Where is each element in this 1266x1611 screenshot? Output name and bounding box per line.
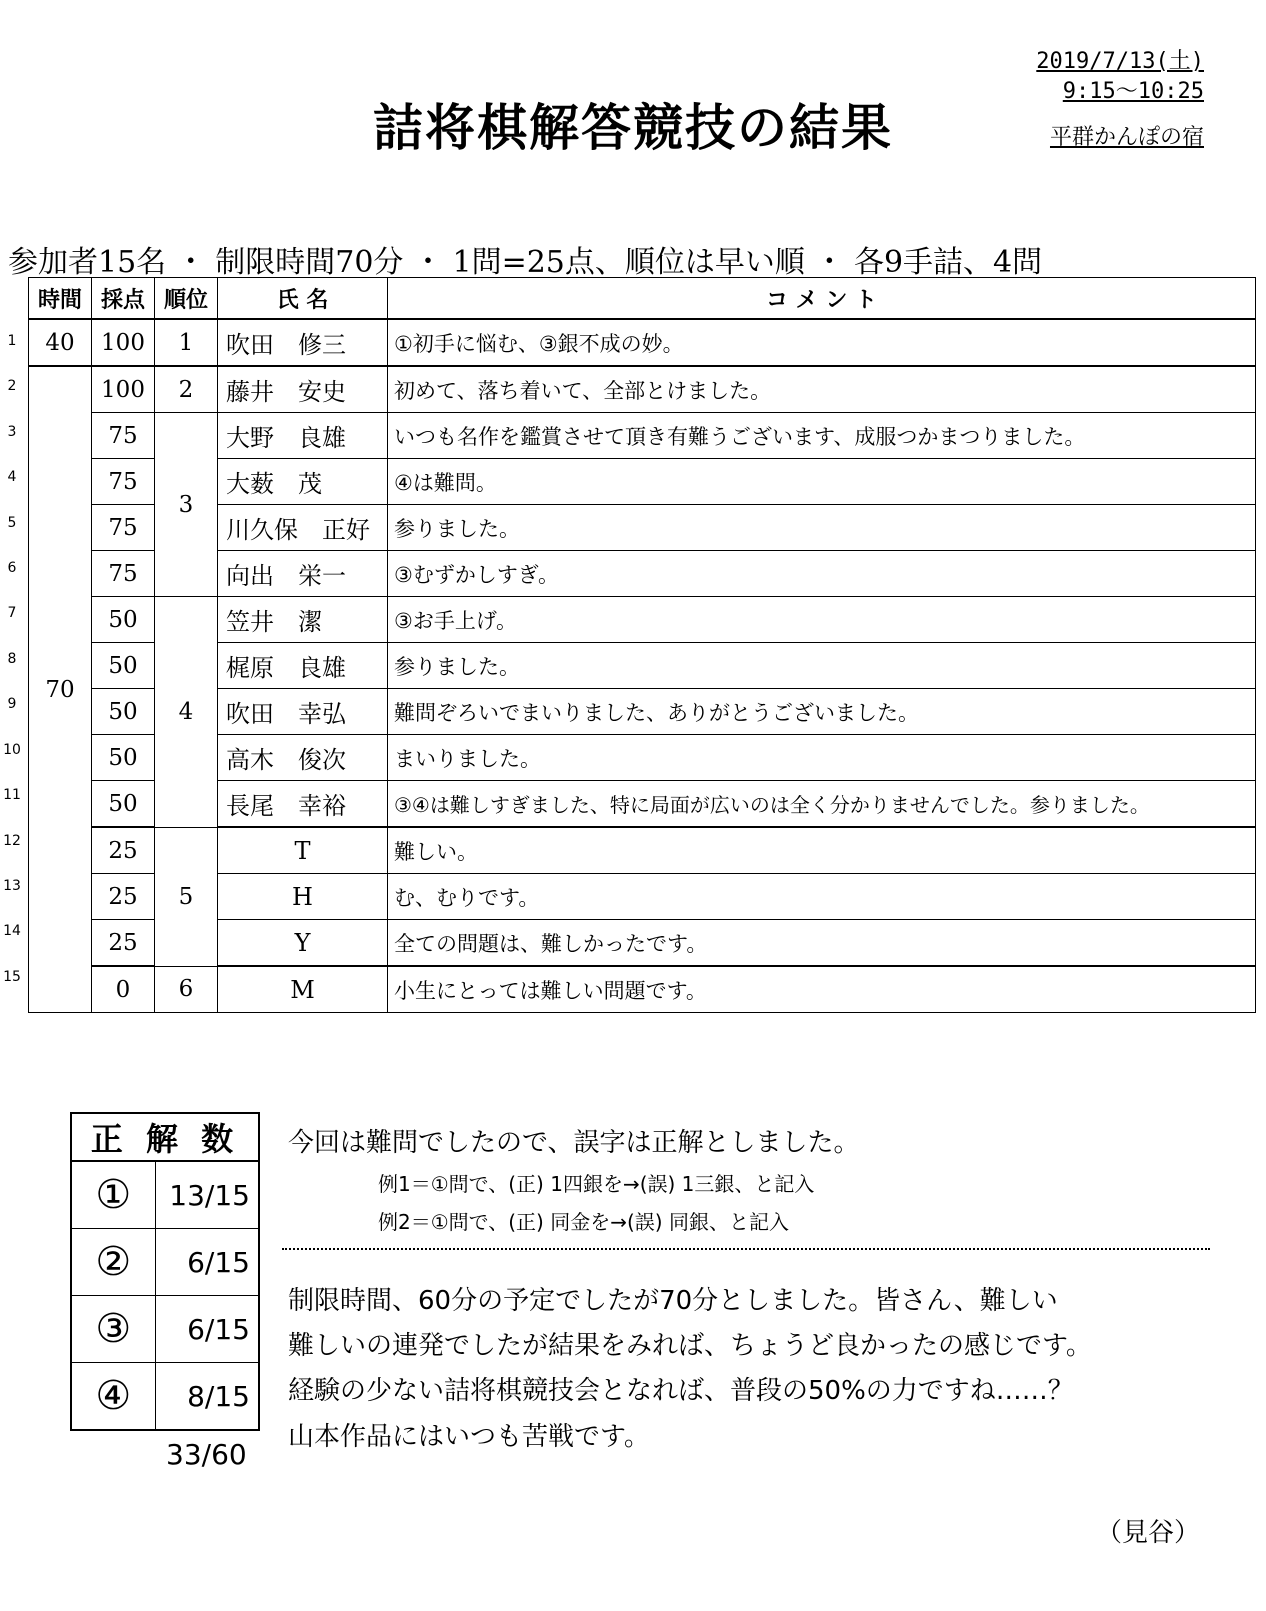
name-cell: 吹田 幸弘 [218, 689, 388, 735]
correct-count: 8/15 [155, 1363, 259, 1431]
results-table [28, 277, 1256, 1013]
comment-cell: ③むずかしすぎ。 [388, 551, 1256, 597]
note-example-1: 例1＝①問で、(正) 1四銀を→(誤) 1三銀、と記入 [378, 1172, 815, 1196]
header-comment: コ メ ン ト [388, 278, 1256, 320]
comment-cell: ④は難問。 [388, 459, 1256, 505]
score-cell: 50 [92, 781, 155, 828]
name-cell: 大薮 茂 [218, 459, 388, 505]
comment-cell: 難しい。 [388, 827, 1256, 874]
table-row [29, 366, 1256, 413]
rank-cell: 6 [155, 966, 218, 1013]
comment-cell: 小生にとっては難しい問題です。 [388, 966, 1256, 1013]
comment-cell: 初めて、落ち着いて、全部とけました。 [388, 366, 1256, 413]
row-number: 4 [7, 469, 17, 485]
header-name: 氏 名 [218, 278, 388, 320]
note-example-2: 例2＝①問で、(正) 同金を→(誤) 同銀、と記入 [378, 1210, 789, 1234]
name-cell: Y [218, 920, 388, 967]
name-cell: 向出 栄一 [218, 551, 388, 597]
correct-answers-total: 33/60 [166, 1438, 247, 1471]
name-cell: 藤井 安史 [218, 366, 388, 413]
comment-cell: む、むりです。 [388, 874, 1256, 920]
correct-answers-table [70, 1112, 260, 1431]
row-number: 12 [3, 833, 21, 849]
correct-count: 6/15 [155, 1296, 259, 1363]
score-cell: 50 [92, 735, 155, 781]
row-number: 6 [7, 560, 17, 576]
score-cell: 100 [92, 319, 155, 366]
row-number: 8 [7, 651, 17, 667]
correct-answers-row [71, 1229, 259, 1296]
comment-paragraph-line: 制限時間、60分の予定でしたが70分としました。皆さん、難しい [288, 1286, 1058, 1316]
score-cell: 0 [92, 966, 155, 1013]
rank-cell: 5 [155, 827, 218, 966]
correct-answers-row [71, 1296, 259, 1363]
row-number: 1 [7, 333, 17, 349]
row-number: 9 [7, 696, 17, 712]
score-cell: 75 [92, 413, 155, 459]
rank-cell: 1 [155, 319, 218, 366]
row-number: 10 [3, 742, 21, 758]
problem-number: ② [71, 1229, 155, 1296]
name-cell: T [218, 827, 388, 874]
rank-cell: 2 [155, 366, 218, 413]
row-number: 2 [7, 378, 17, 394]
row-number: 15 [3, 969, 21, 985]
score-cell: 75 [92, 551, 155, 597]
comment-cell: 難問ぞろいでまいりました、ありがとうございました。 [388, 689, 1256, 735]
problem-number: ④ [71, 1363, 155, 1431]
name-cell: H [218, 874, 388, 920]
correct-count: 6/15 [155, 1229, 259, 1296]
score-cell: 100 [92, 366, 155, 413]
comment-cell: ③④は難しすぎました、特に局面が広いのは全く分かりませんでした。参りました。 [388, 781, 1256, 828]
problem-number: ③ [71, 1296, 155, 1363]
author-signature: （見谷） [1095, 1518, 1200, 1548]
dotted-divider [282, 1248, 1210, 1250]
event-venue: 平群かんぽの宿 [1049, 125, 1204, 150]
row-number: 5 [7, 515, 17, 531]
rank-cell: 3 [155, 413, 218, 597]
comment-paragraph-line: 山本作品にはいつも苦戦です。 [288, 1422, 650, 1452]
name-cell: 吹田 修三 [218, 319, 388, 366]
table-row [29, 966, 1256, 1013]
table-row [29, 413, 1256, 459]
name-cell: 梶原 良雄 [218, 643, 388, 689]
comment-cell: 参りました。 [388, 505, 1256, 551]
comment-cell: ③お手上げ。 [388, 597, 1256, 643]
correct-answers-row [71, 1161, 259, 1229]
comment-cell: いつも名作を鑑賞させて頂き有難うございます、成服つかまつりました。 [388, 413, 1256, 459]
name-cell: 川久保 正好 [218, 505, 388, 551]
score-cell: 75 [92, 459, 155, 505]
score-cell: 50 [92, 643, 155, 689]
score-cell: 25 [92, 827, 155, 874]
score-cell: 25 [92, 874, 155, 920]
row-number: 14 [3, 923, 21, 939]
event-time: 9:15～10:25 [1062, 79, 1204, 104]
header-rank: 順位 [155, 278, 218, 320]
page-title: 詰将棋解答競技の結果 [373, 98, 893, 157]
table-row [29, 827, 1256, 874]
row-number: 7 [7, 605, 17, 621]
name-cell: M [218, 966, 388, 1013]
time-cell: 40 [29, 319, 92, 366]
table-row [29, 597, 1256, 643]
correct-answers-row [71, 1363, 259, 1431]
header-time: 時間 [29, 278, 92, 320]
row-number: 3 [7, 424, 17, 440]
problem-number: ① [71, 1161, 155, 1229]
header-score: 採点 [92, 278, 155, 320]
comment-paragraph-line: 難しいの連発でしたが結果をみれば、ちょうど良かったの感じです。 [288, 1331, 1092, 1361]
score-cell: 50 [92, 689, 155, 735]
name-cell: 大野 良雄 [218, 413, 388, 459]
correct-count: 13/15 [155, 1161, 259, 1229]
correct-answers-title: 正 解 数 [71, 1113, 259, 1161]
comment-cell: 全ての問題は、難しかったです。 [388, 920, 1256, 967]
event-date: 2019/7/13(土) [1036, 49, 1204, 74]
score-cell: 50 [92, 597, 155, 643]
comment-paragraph-line: 経験の少ない詰将棋競技会となれば、普段の50%の力ですね……？ [288, 1376, 1074, 1406]
note-typo-policy: 今回は難問でしたので、誤字は正解としました。 [288, 1128, 860, 1158]
rank-cell: 4 [155, 597, 218, 828]
table-header-row [29, 278, 1256, 320]
comment-cell: ①初手に悩む、③銀不成の妙。 [388, 319, 1256, 366]
comment-cell: まいりました。 [388, 735, 1256, 781]
comment-cell: 参りました。 [388, 643, 1256, 689]
table-row [29, 319, 1256, 366]
row-number: 13 [3, 878, 21, 894]
competition-conditions: 参加者15名 ・ 制限時間70分 ・ 1問=25点、順位は早い順 ・ 各9手詰、4問 [8, 245, 1043, 280]
score-cell: 75 [92, 505, 155, 551]
name-cell: 高木 俊次 [218, 735, 388, 781]
score-cell: 25 [92, 920, 155, 967]
row-number: 11 [3, 787, 21, 803]
name-cell: 笠井 潔 [218, 597, 388, 643]
name-cell: 長尾 幸裕 [218, 781, 388, 828]
time-cell: 70 [29, 366, 92, 1013]
